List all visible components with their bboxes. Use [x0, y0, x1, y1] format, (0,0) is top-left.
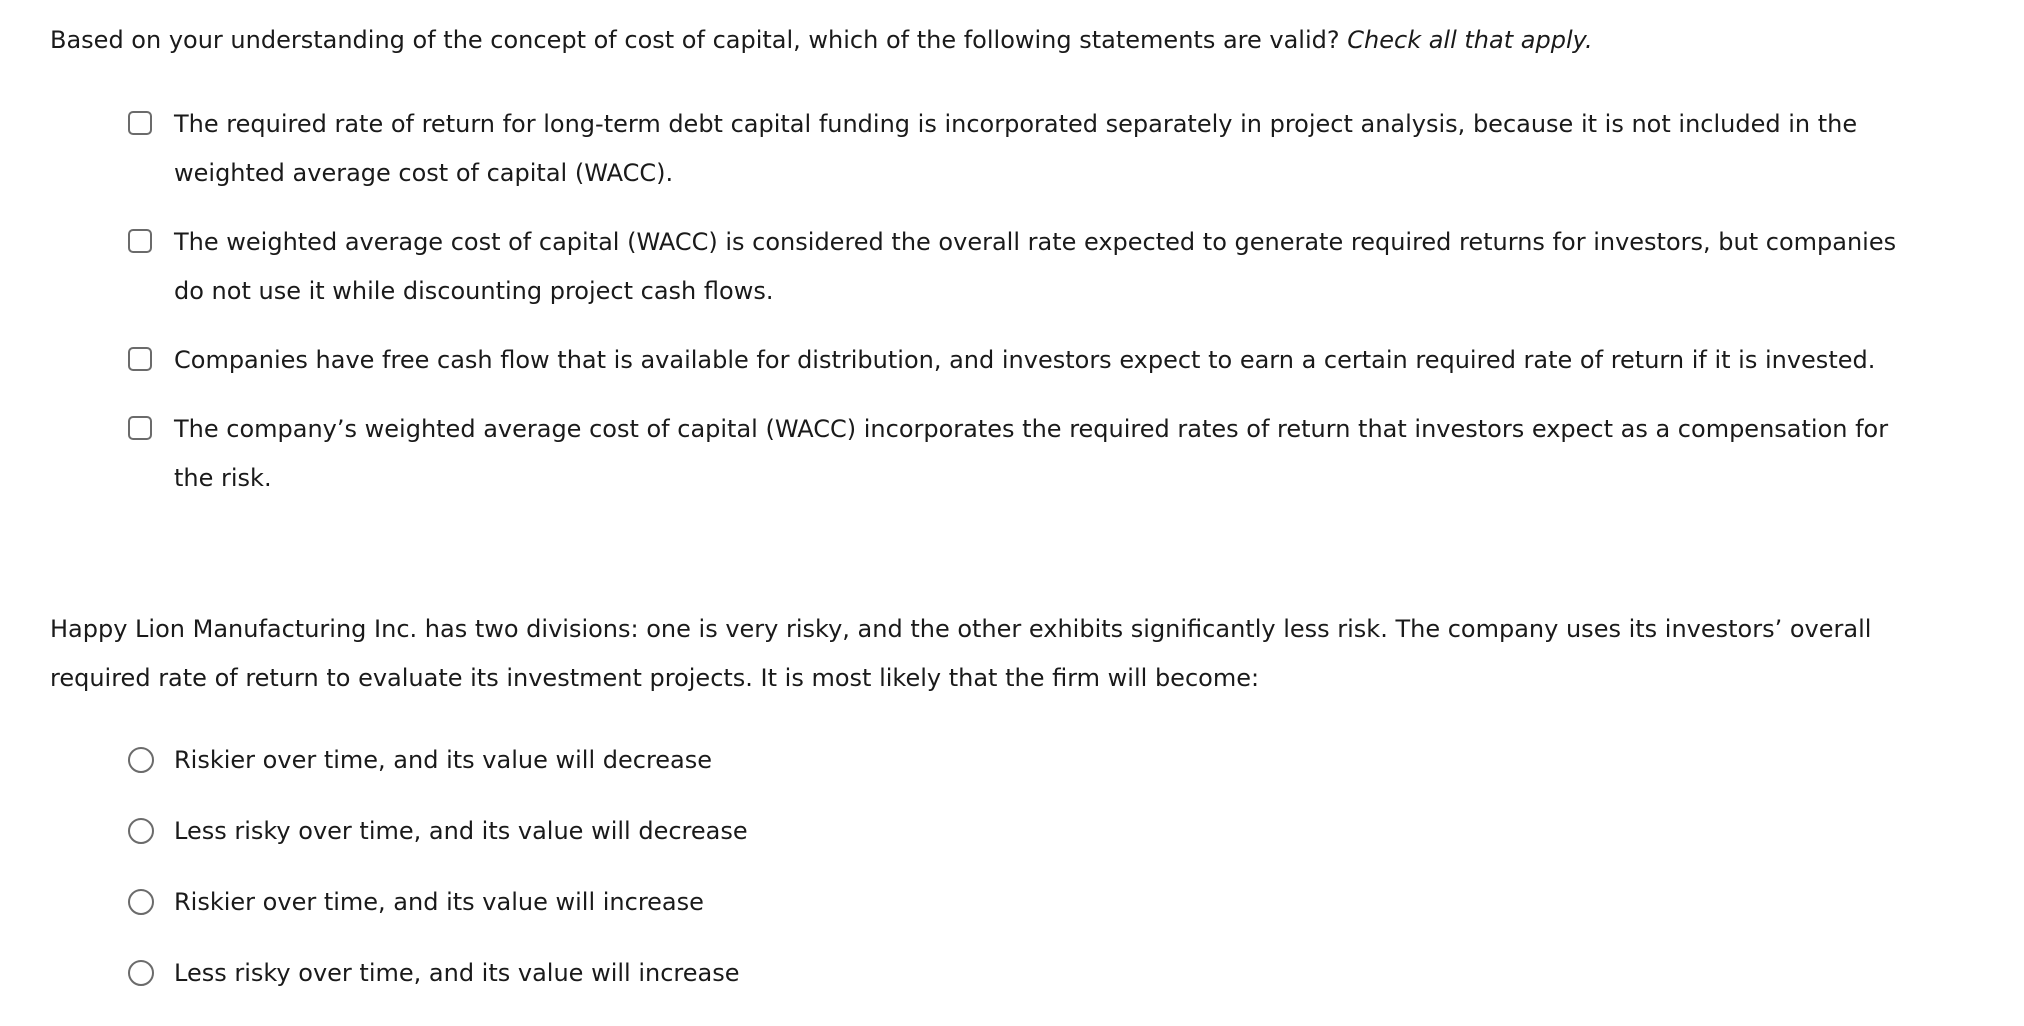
question-1-instruction: Check all that apply.	[1347, 26, 1593, 54]
checkbox[interactable]	[128, 347, 152, 371]
checkbox-option-label: The weighted average cost of capital (WACC) is considered the overall rate expected to generate required returns for investors, but companies do not use it while discounting project cash flows.	[174, 228, 1897, 305]
checkbox-option-1[interactable]	[128, 100, 1898, 198]
question-2-text: Happy Lion Manufacturing Inc. has two divisions: one is very risky, and the other exhibits significantly less risk. The company uses its investors’ overall required rate of return to evaluate its investment projects. It is most likely that the firm will become:	[50, 615, 1872, 692]
checkbox-option-4[interactable]	[128, 405, 1898, 503]
checkbox-option-label: The company’s weighted average cost of capital (WACC) incorporates the required rates of return that investors expect as a compensation for the risk.	[174, 415, 1889, 492]
radio-button[interactable]	[128, 818, 154, 844]
question-1-text: Based on your understanding of the concept of cost of capital, which of the following statements are valid?	[50, 26, 1340, 54]
checkbox-option-3[interactable]	[128, 336, 1898, 385]
checkbox[interactable]	[128, 229, 152, 253]
radio-button[interactable]	[128, 960, 154, 986]
radio-option-3[interactable]	[128, 878, 1128, 927]
radio-option-label: Riskier over time, and its value will decrease	[174, 746, 713, 774]
checkbox-option-label: The required rate of return for long-term debt capital funding is incorporated separately in project analysis, because it is not included in the weighted average cost of capital (WACC).	[174, 110, 1858, 187]
checkbox-option-label: Companies have free cash flow that is available for distribution, and investors expect to earn a certain required rate of return if it is invested.	[174, 346, 1876, 374]
question-2-prompt	[50, 605, 1880, 703]
checkbox[interactable]	[128, 111, 152, 135]
radio-option-label: Less risky over time, and its value will increase	[174, 959, 740, 987]
question-2-radio-list	[128, 736, 1128, 1020]
radio-option-2[interactable]	[128, 807, 1128, 856]
radio-option-label: Riskier over time, and its value will increase	[174, 888, 704, 916]
question-1-checkbox-list	[128, 100, 1898, 523]
checkbox[interactable]	[128, 416, 152, 440]
radio-option-4[interactable]	[128, 949, 1128, 998]
radio-button[interactable]	[128, 747, 154, 773]
radio-option-1[interactable]	[128, 736, 1128, 785]
radio-button[interactable]	[128, 889, 154, 915]
radio-option-label: Less risky over time, and its value will decrease	[174, 817, 748, 845]
checkbox-option-2[interactable]	[128, 218, 1898, 316]
question-1-prompt	[50, 16, 1950, 65]
